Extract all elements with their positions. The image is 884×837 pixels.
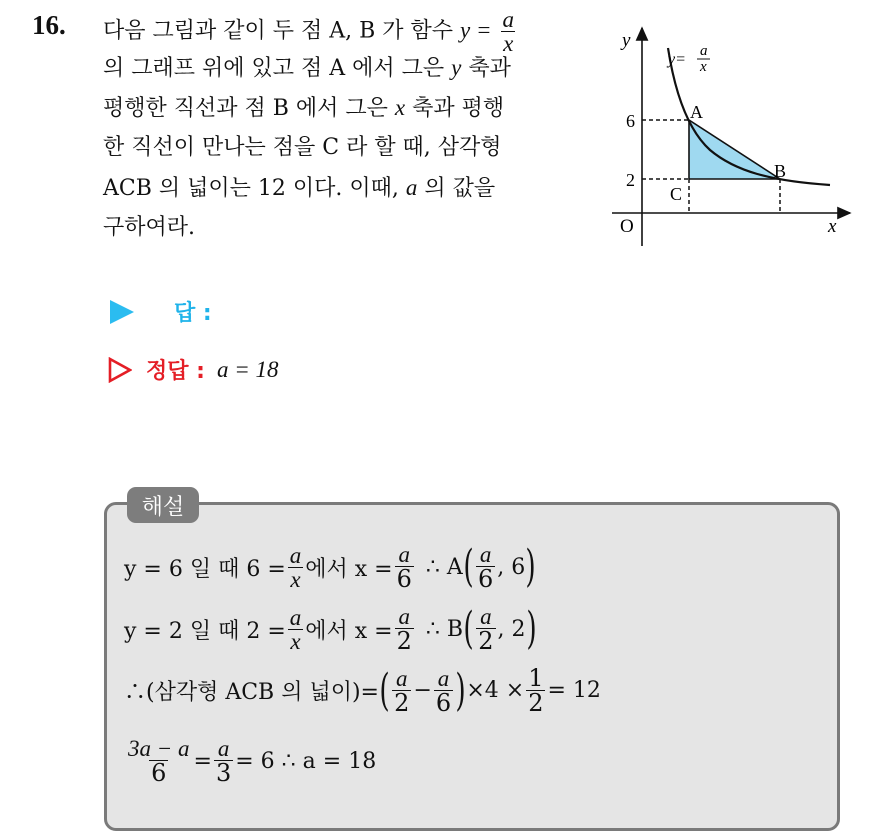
- sol2-frac-1: [288, 606, 304, 653]
- sol1-text-c: ∴ A: [425, 554, 463, 580]
- play-arrow-icon: [110, 300, 134, 324]
- left-paren: (: [463, 541, 474, 592]
- sol2-num-2: a: [398, 604, 410, 629]
- tick-label-6: 6: [626, 111, 635, 131]
- problem-line-5-text: ACB 의 넓이는 12 이다. 이때,: [103, 176, 406, 201]
- sol3-frac-2: [434, 667, 453, 715]
- sol3-den-1: 2: [394, 688, 410, 717]
- x-variable: x: [394, 95, 406, 120]
- sol4-num-2: a: [217, 736, 230, 761]
- problem-line-1-text: 다음 그림과 같이 두 점 A, B 가 함수: [103, 18, 461, 44]
- problem-line-6: 구하여라.: [103, 215, 196, 240]
- sol4-den-2: 3: [215, 759, 232, 787]
- problem-text: [103, 8, 583, 248]
- sol3-num-2: a: [437, 665, 450, 691]
- curve-label-den: x: [700, 59, 707, 75]
- solution-tag: 해설: [127, 487, 199, 523]
- sol3-den-2: 6: [435, 688, 452, 717]
- sol4-num-1: 3a − a: [128, 736, 190, 761]
- sol1-den-3: 6: [477, 565, 494, 593]
- sol3-num-1: a: [396, 665, 408, 691]
- sol1-den-1: x: [290, 566, 301, 592]
- problem-line-3: [103, 88, 583, 128]
- sol1-num-3: a: [479, 542, 492, 567]
- sol1-den-2: 6: [396, 565, 412, 593]
- right-paren: ): [525, 541, 536, 592]
- problem-line-3-text: 평행한 직선과 점 B 에서 그은: [103, 96, 395, 121]
- sol3-num-3: 1: [528, 664, 544, 692]
- point-b-label: B: [774, 161, 787, 181]
- point-a-label: A: [690, 102, 703, 122]
- sol1-text-b: 에서 x =: [305, 556, 393, 582]
- correct-answer-line: [108, 354, 279, 385]
- right-paren: ): [525, 603, 537, 654]
- y-variable: y: [451, 55, 462, 80]
- sol2-den-1: x: [290, 628, 301, 654]
- solution-line-2: [124, 605, 537, 653]
- sol1-frac-2: [395, 543, 414, 591]
- sol2-text-a: y = 2 일 때 2 =: [124, 618, 286, 644]
- x-axis-label: x: [828, 216, 837, 237]
- solution-line-4: [124, 737, 376, 785]
- sol2-text-d: , 2: [497, 616, 526, 642]
- sol4-text-b: = 6 ∴ a = 18: [235, 748, 377, 774]
- solution-line-1: [124, 543, 536, 591]
- sol3-frac-3: [526, 666, 545, 715]
- problem-line-4: 한 직선이 만나는 점을 C 라 할 때, 삼각형: [103, 135, 502, 160]
- sol2-frac-2: [395, 605, 414, 653]
- sol3-text-a: ∴(삼각형 ACB 의 넓이)=: [124, 680, 379, 705]
- sol1-frac-1: [288, 544, 304, 591]
- a-variable: a: [405, 175, 418, 200]
- function-lhs: y =: [460, 17, 492, 43]
- sol4-text-a: =: [193, 748, 212, 774]
- problem-line-2-tail: 축과: [461, 56, 511, 81]
- curve-label-num: a: [700, 43, 708, 59]
- sol2-text-b: 에서 x =: [305, 618, 393, 644]
- outline-arrow-icon: [108, 357, 132, 383]
- sol3-text-c: = 12: [547, 678, 601, 703]
- sol3-text-b: ×4 ×: [466, 678, 525, 703]
- sol1-text-a: y = 6 일 때 6 =: [124, 556, 286, 582]
- left-paren: (: [463, 603, 474, 654]
- sol1-num-1: a: [289, 542, 302, 568]
- problem-line-1: [103, 7, 583, 56]
- sol3-frac-1: [392, 667, 411, 715]
- sol2-frac-3: [476, 605, 495, 653]
- sol2-den-2: 2: [396, 627, 412, 655]
- sol1-text-d: , 6: [497, 554, 526, 580]
- sol1-frac-3: [476, 543, 495, 591]
- solution-line-3: [124, 666, 601, 715]
- sol3-minus: −: [413, 678, 432, 703]
- curve-label-lhs: y=: [668, 51, 686, 68]
- answer-line: [110, 296, 212, 327]
- tick-label-2: 2: [626, 170, 635, 190]
- correct-answer-value: a = 18: [216, 356, 279, 382]
- sol4-frac-1: [126, 737, 192, 785]
- function-numerator: a: [502, 7, 514, 32]
- sol4-den-1: 6: [151, 759, 167, 787]
- problem-number: 16.: [32, 10, 66, 40]
- function-denominator: x: [503, 31, 514, 56]
- sol2-den-3: 2: [478, 627, 494, 655]
- sol2-text-c: ∴ B: [425, 616, 464, 642]
- problem-line-2-text: 의 그래프 위에 있고 점 A 에서 그은: [103, 56, 452, 81]
- origin-label: O: [620, 216, 634, 237]
- left-paren: (: [379, 664, 390, 716]
- right-paren: ): [455, 664, 466, 716]
- problem-line-5-tail: 의 값을: [417, 176, 496, 201]
- sol4-frac-2: [214, 737, 233, 785]
- problem-line-3-tail: 축과 평행: [405, 96, 505, 121]
- y-axis-label: y: [622, 30, 631, 51]
- sol3-den-3: 2: [528, 689, 544, 717]
- point-c-label: C: [670, 184, 683, 204]
- problem-line-5: [103, 168, 583, 208]
- answer-label: 답 :: [174, 301, 212, 326]
- correct-answer-label: 정답 :: [146, 359, 205, 384]
- function-graph: [600, 18, 860, 253]
- sol2-num-1: a: [289, 604, 302, 630]
- sol1-num-2: a: [398, 542, 410, 567]
- sol2-num-3: a: [480, 604, 492, 629]
